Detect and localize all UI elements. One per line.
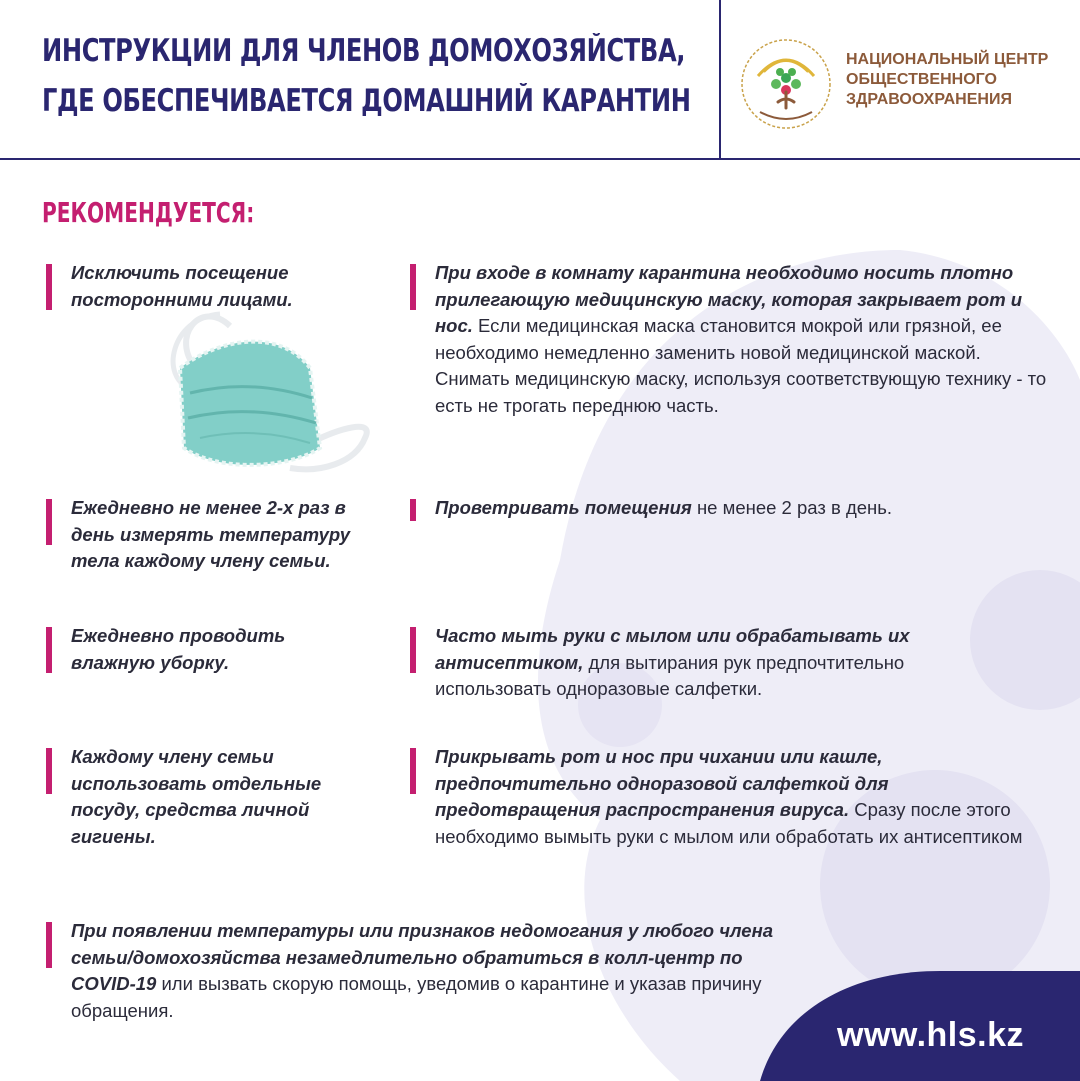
page-title [42,26,702,126]
header-divider [719,0,721,158]
item-bold-text: При появлении температуры или признаков недомогания у любого члена семьи/домохозяйства незамедлительно обратиться в колл-центр по COVID-19 [71,920,774,994]
item-text [71,918,791,1024]
item-bold-text: Каждому члену семьи использовать отдельные посуду, средства личной гигиены. [71,746,322,847]
item-marker [46,748,52,794]
item-sneeze [410,744,1050,850]
item-dishes [46,744,346,850]
item-ventilation [410,495,1055,522]
item-bold-text: Прикрывать рот и нос при чихании или кашле, предпочтительно одноразовой салфеткой для предотвращения распространения вируса. [435,746,889,820]
org-name-line1: НАЦИОНАЛЬНЫЙ ЦЕНТР [846,51,1049,68]
org-name [846,50,1076,110]
item-handwash [410,623,1010,703]
section-title: РЕКОМЕНДУЕТСЯ: [42,196,255,229]
item-plain-text: Сразу после этого необходимо вымыть руки с мылом или обработать их антисептиком [435,799,1023,847]
page-title-line2: ГДЕ ОБЕСПЕЧИВАЕТСЯ ДОМАШНИЙ КАРАНТИН [42,83,691,119]
item-text [435,744,1050,850]
item-mask [410,260,1055,419]
item-marker [410,264,416,310]
item-bold-text: Ежедневно не менее 2-х раз в день измерять температуру тела каждому члену семьи. [71,497,351,571]
item-plain-text: Если медицинская маска становится мокрой или грязной, ее необходимо немедленно заменить новой медицинской маской. Снимать медицинскую маску, используя соответствующую технику - то есть не трогать переднюю часть. [435,315,1047,416]
item-bold-text: При входе в комнату карантина необходимо носить плотно прилегающую медицинскую маску, которая закрывает рот и нос. [435,262,1023,336]
item-marker [410,627,416,673]
item-cleaning [46,623,326,676]
item-marker [46,264,52,310]
item-bold-text: Проветривать помещения [435,497,692,518]
page-title-line1: ИНСТРУКЦИИ ДЛЯ ЧЛЕНОВ ДОМОХОЗЯЙСТВА, [42,33,686,69]
item-marker [410,748,416,794]
item-marker [46,627,52,673]
medical-mask-icon [160,298,380,483]
item-marker [410,499,416,521]
item-symptoms [46,918,791,1024]
org-name-line3: ЗДРАВООХРАНЕНИЯ [846,91,1012,108]
item-plain-text: не менее 2 раз в день. [691,497,893,518]
item-text [435,495,1055,522]
item-marker [46,922,52,968]
item-bold-text: Ежедневно проводить влажную уборку. [71,625,286,673]
item-text [71,495,386,575]
item-text [435,260,1055,419]
org-name-line2: ОБЩЕСТВЕННОГО [846,71,997,88]
item-bold-text: Исключить посещение посторонними лицами. [71,262,293,310]
item-bold-text: Часто мыть руки с мылом или обрабатывать их антисептиком, [435,625,910,673]
header [0,0,1080,160]
item-marker [46,499,52,545]
item-temperature [46,495,386,575]
item-text [71,744,346,850]
item-text [71,623,326,676]
item-text [435,623,1010,703]
item-plain-text: для вытирания рук предпочтительно использовать одноразовые салфетки. [435,651,905,699]
tree-logo-icon [738,36,834,132]
website-link[interactable]: www.hls.kz [837,1016,1025,1054]
item-plain-text: или вызвать скорую помощь, уведомив о карантине и указав причину обращения. [71,973,762,1021]
